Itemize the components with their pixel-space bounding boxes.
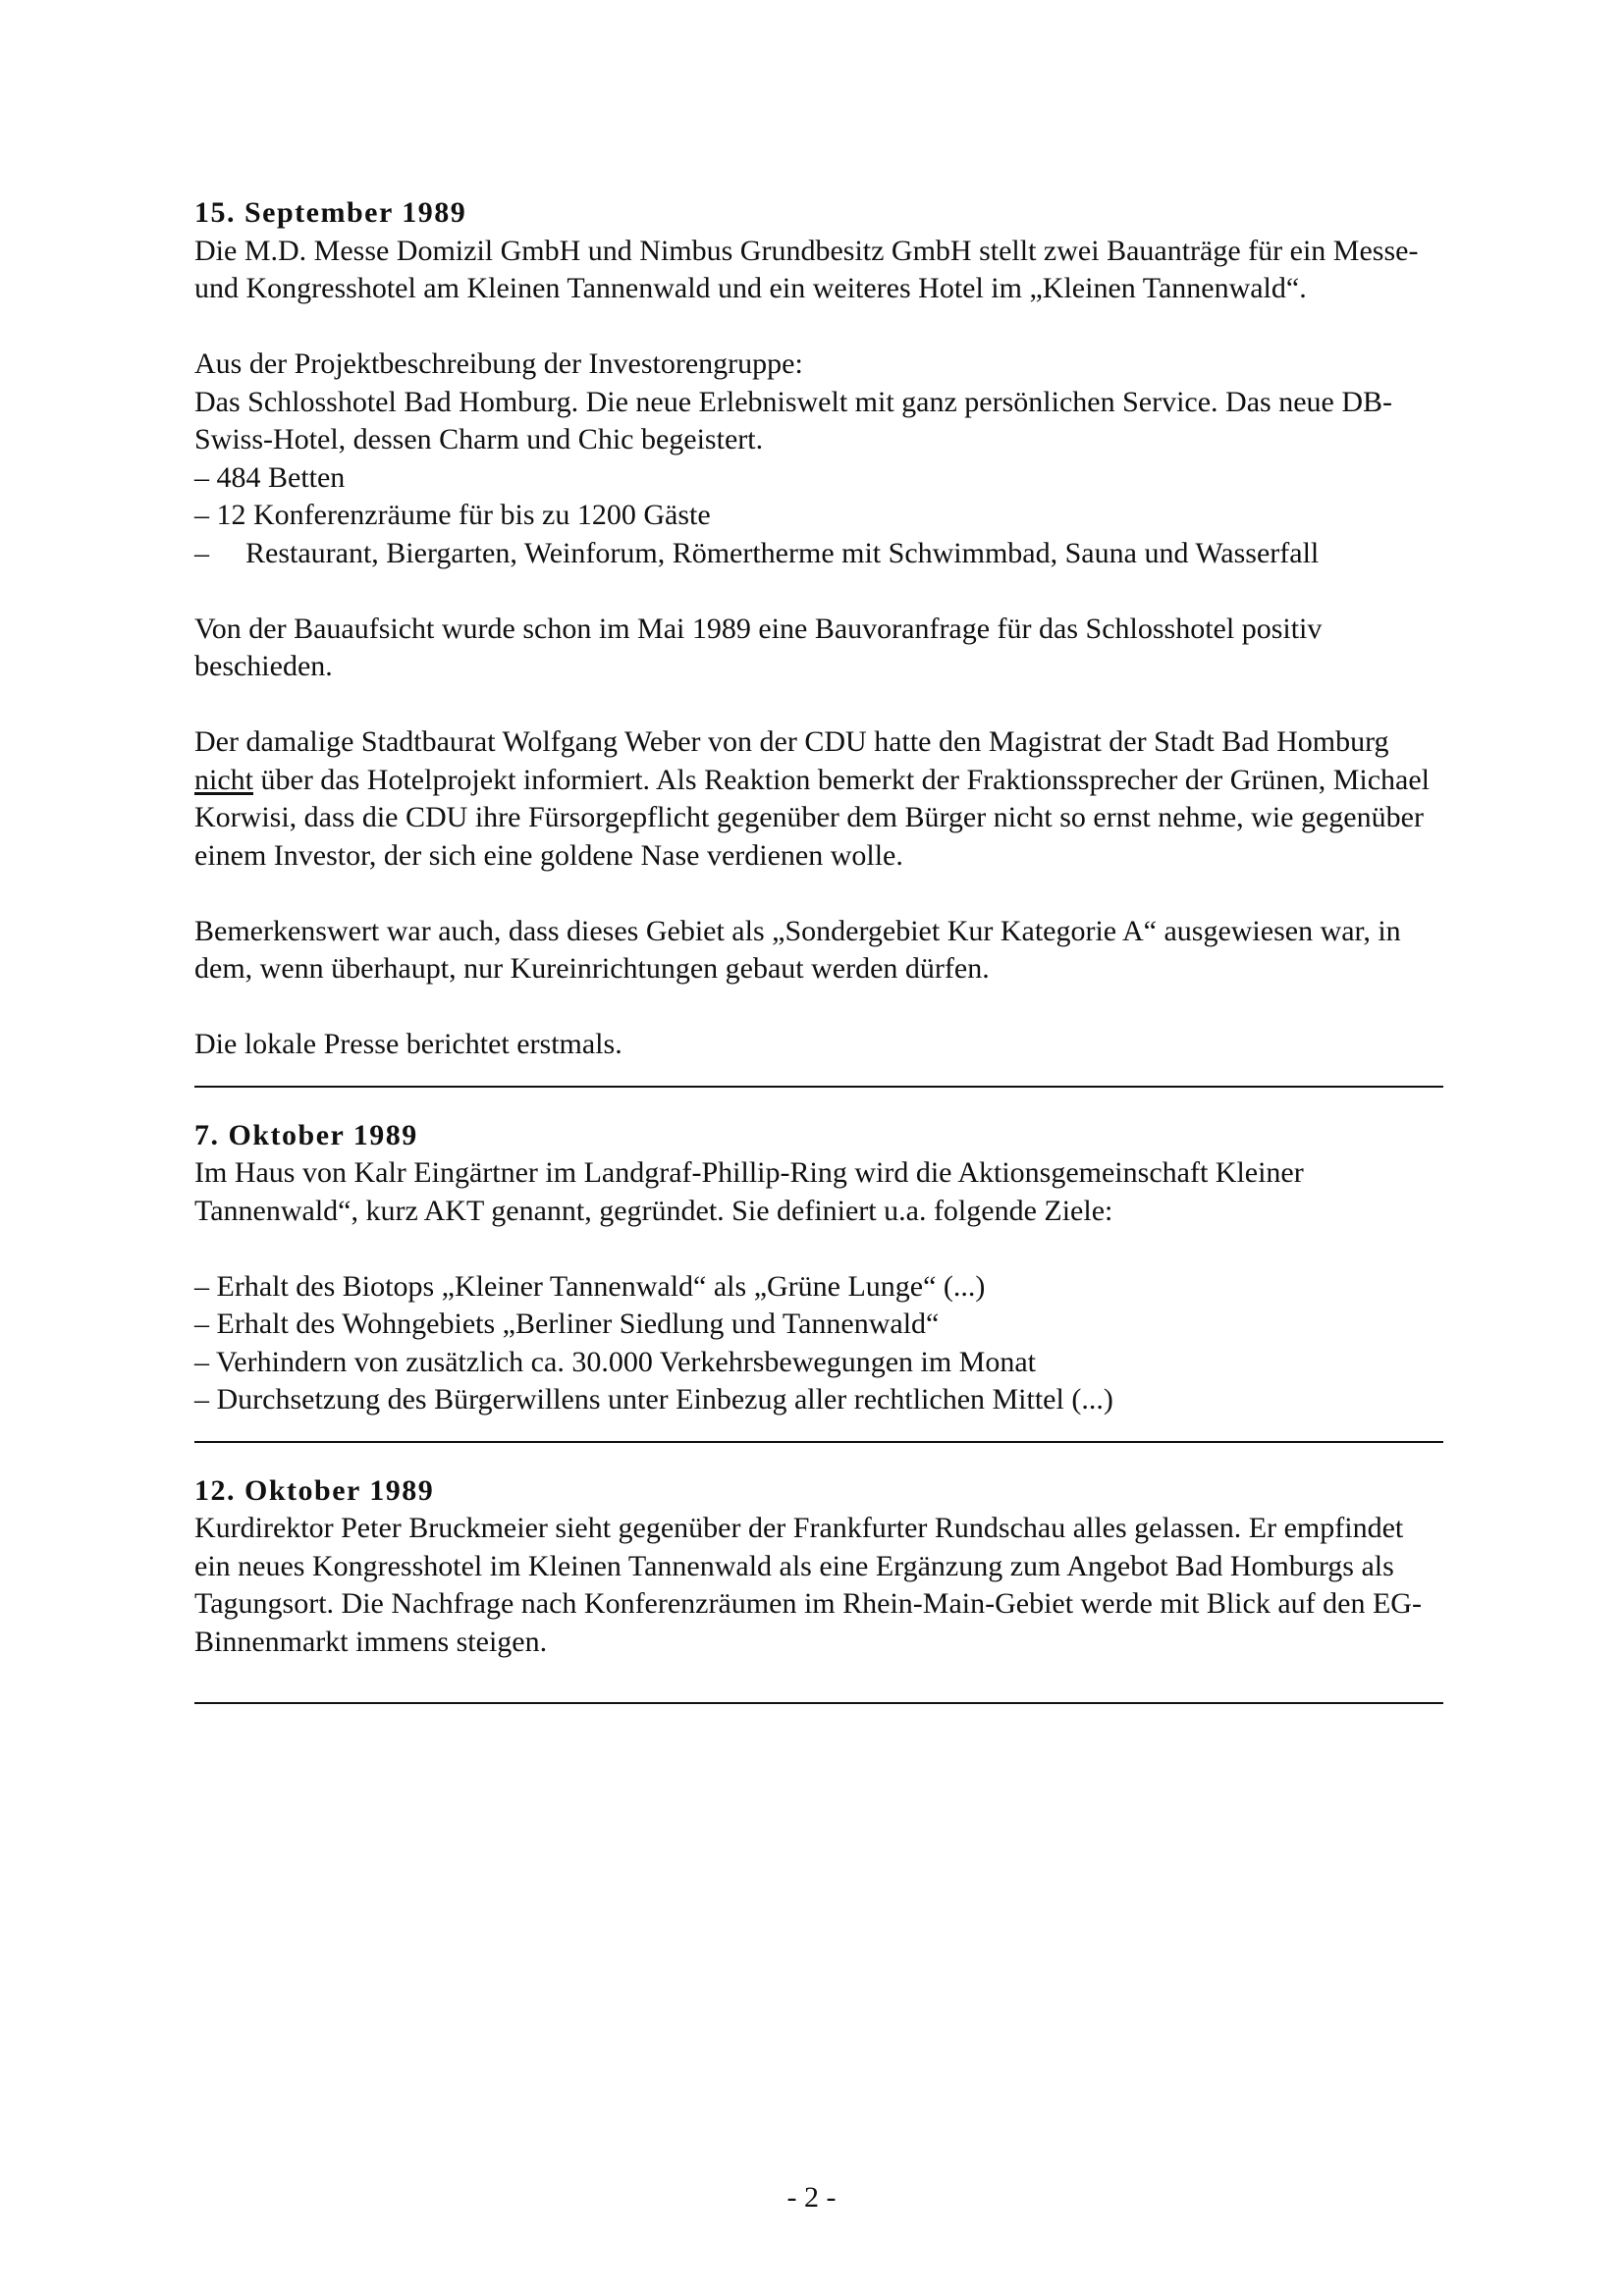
list-item: – Durchsetzung des Bürgerwillens unter Einbezug aller rechtlichen Mittel (...) [194, 1383, 1113, 1415]
project-description-text: Das Schlosshotel Bad Homburg. Die neue Erlebniswelt mit ganz persönlichen Service. Das neue DB-Swiss-Hotel, dessen Charm und Chic begeistert. [194, 385, 1392, 455]
entry-12-oktober-1989 [194, 1472, 1443, 1662]
sondergebiet-paragraph: Bemerkenswert war auch, dass dieses Gebiet als „Sondergebiet Kur Kategorie A“ ausgewiesen war, in dem, wenn überhaupt, nur Kureinrichtungen gebaut werden dürfen. [194, 914, 1401, 985]
stadtbaurat-text-before: Der damalige Stadtbaurat Wolfgang Weber von der CDU hatte den Magistrat der Stadt Bad Homburg [194, 725, 1389, 758]
document-body [194, 194, 1443, 1704]
emphasis-underlined-word: nicht [194, 763, 253, 796]
entry-15-september-1989 [194, 194, 1443, 1064]
section-divider [194, 1702, 1443, 1704]
entry-date: 12. Oktober 1989 [194, 1473, 435, 1507]
entry-7-oktober-1989 [194, 1117, 1443, 1419]
list-item: – 12 Konferenzräume für bis zu 1200 Gäste [194, 499, 711, 531]
list-item: – 484 Betten [194, 460, 346, 494]
stadtbaurat-text-after: über das Hotelprojekt informiert. Als Reaktion bemerkt der Fraktionssprecher der Grünen, Michael Korwisi, dass die CDU ihre Fürsorgepflicht gegenüber dem Bürger nicht so ernst nehme, wie gegenüber einem Investor, der sich eine goldene Nase verdienen wolle. [194, 763, 1430, 872]
list-item-text: Restaurant, Biergarten, Weinforum, Römertherme mit Schwimmbad, Sauna und Wasserfall [245, 536, 1320, 569]
list-item [194, 535, 1443, 573]
presse-paragraph: Die lokale Presse berichtet erstmals. [194, 1028, 622, 1060]
entry-intro-paragraph: Im Haus von Kalr Eingärtner im Landgraf-Phillip-Ring wird die Aktionsgemeinschaft Kleiner Tannenwald“, kurz AKT genannt, gegründet. Sie definiert u.a. folgende Ziele: [194, 1156, 1304, 1227]
entry-date: 15. September 1989 [194, 196, 467, 229]
list-item: – Verhindern von zusätzlich ca. 30.000 Verkehrsbewegungen im Monat [194, 1345, 1037, 1378]
project-description-heading: Aus der Projektbeschreibung der Investorengruppe: [194, 347, 803, 380]
stadtbaurat-paragraph [194, 723, 1443, 875]
list-item: – Erhalt des Wohngebiets „Berliner Siedlung und Tannenwald“ [194, 1308, 940, 1340]
page-number: - 2 - [786, 2181, 837, 2214]
entry-paragraph: Kurdirektor Peter Bruckmeier sieht gegenüber der Frankfurter Rundschau alles gelassen. Er empfindet ein neues Kongresshotel im Kleinen Tannenwald als eine Ergänzung zum Angebot Bad Homburgs als Tagungsort. Die Nachfrage nach Konferenzräumen im Rhein-Main-Gebiet werde mit Blick auf den EG-Binnenmarkt immens steigen. [194, 1512, 1422, 1658]
entry-date: 7. Oktober 1989 [194, 1118, 418, 1151]
list-dash: – [194, 536, 209, 569]
entry-intro-paragraph: Die M.D. Messe Domizil GmbH und Nimbus Grundbesitz GmbH stellt zwei Bauanträge für ein Messe- und Kongresshotel am Kleinen Tannenwald und ein weiteres Hotel im „Kleinen Tannenwald“. [194, 234, 1419, 304]
bauaufsicht-paragraph: Von der Bauaufsicht wurde schon im Mai 1989 eine Bauvoranfrage für das Schlosshotel positiv beschieden. [194, 612, 1323, 682]
list-item: – Erhalt des Biotops „Kleiner Tannenwald“ als „Grüne Lunge“ (...) [194, 1269, 986, 1303]
